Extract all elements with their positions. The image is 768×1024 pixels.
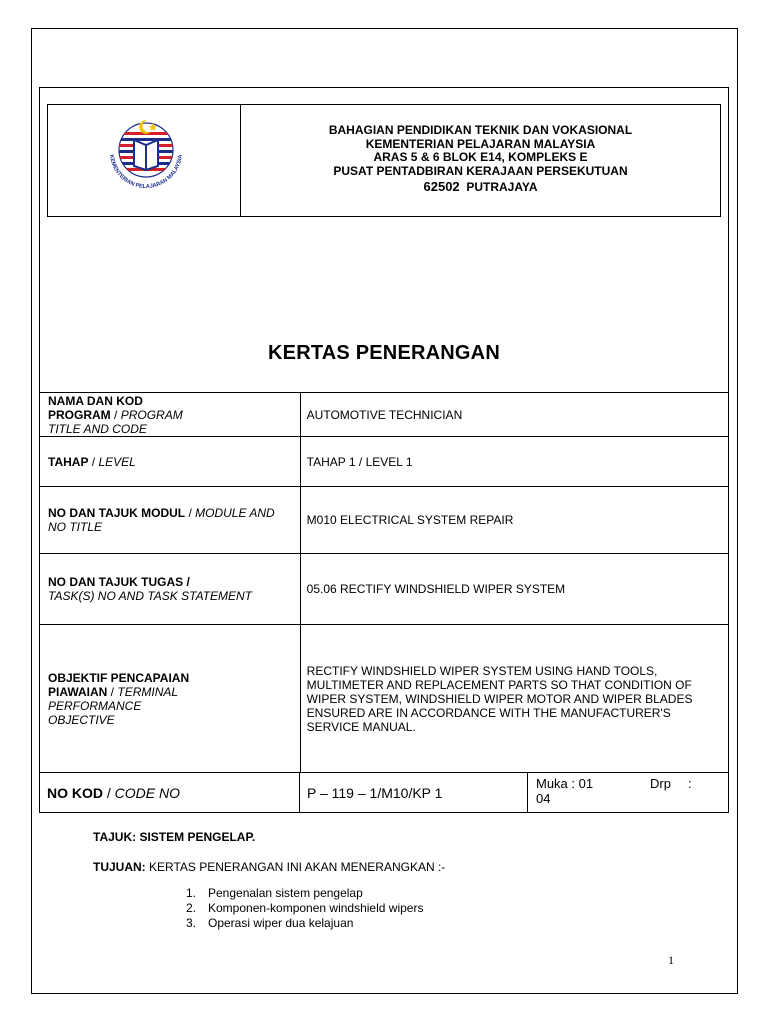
muka-label: Muka : 01 — [536, 776, 594, 791]
drp-label: Drp — [650, 776, 671, 791]
letterhead — [47, 104, 721, 217]
label-text-en: PERFORMANCE — [48, 698, 142, 713]
list-text: Pengenalan sistem pengelap — [208, 886, 363, 900]
postcode: 62502 — [423, 179, 460, 194]
topic-heading — [93, 830, 255, 844]
list-item — [186, 886, 423, 901]
list-item — [186, 901, 423, 916]
label-text-en: CODE NO — [114, 785, 181, 801]
page-count-cell — [528, 772, 729, 813]
task-value: 05.06 RECTIFY WINDSHIELD WIPER SYSTEM — [300, 554, 728, 625]
table-row-module — [40, 487, 729, 554]
list-number: 2. — [186, 901, 197, 915]
address-line-postcode — [241, 179, 720, 195]
label-text: NAMA DAN KOD — [48, 393, 143, 408]
address-line: ARAS 5 & 6 BLOK E14, KOMPLEKS E — [373, 150, 588, 164]
list-number: 1. — [186, 886, 197, 900]
module-label: NO DAN TAJUK MODUL / MODULE AND NO TITLE — [40, 487, 301, 554]
logo-cell — [48, 105, 241, 216]
topic-label: TAJUK: — [93, 830, 137, 844]
table-row-program — [40, 393, 729, 437]
objectives-list — [186, 886, 423, 931]
address-line: BAHAGIAN PENDIDIKAN TEKNIK DAN VOKASIONAL — [328, 123, 633, 137]
label-text-en: TASK(S) NO AND TASK STATEMENT — [48, 589, 253, 603]
level-label: TAHAP / LEVEL — [40, 437, 301, 487]
drp-value: 04 — [536, 791, 551, 806]
address-line: PUSAT PENTADBIRAN KERAJAAN PERSEKUTUAN — [333, 164, 628, 178]
list-number: 3. — [186, 916, 197, 930]
label-text: PIAWAIAN — [48, 684, 108, 699]
label-text: NO DAN TAJUK TUGAS — [48, 575, 184, 589]
objective-line: RECTIFY WINDSHIELD WIPER SYSTEM USING HAND TOOLS, — [306, 663, 658, 678]
list-item — [186, 916, 423, 931]
objective-line: SERVICE MANUAL. — [306, 719, 416, 734]
topic-value: SISTEM PENGELAP. — [139, 830, 256, 844]
label-text-en: PROGRAM — [120, 407, 183, 422]
address-line: KEMENTERIAN PELAJARAN MALAYSIA — [365, 137, 596, 151]
address-block — [241, 105, 720, 216]
level-value: TAHAP 1 / LEVEL 1 — [300, 437, 728, 487]
module-value: M010 ELECTRICAL SYSTEM REPAIR — [300, 487, 728, 554]
label-text-en: MODULE AND — [195, 506, 275, 520]
purpose-value: KERTAS PENERANGAN INI AKAN MENERANGKAN :- — [149, 860, 446, 874]
city: PUTRAJAYA — [466, 180, 538, 194]
document-title: KERTAS PENERANGAN — [268, 342, 500, 364]
objective-label: OBJEKTIF PENCAPAIAN PIAWAIAN / TERMINAL PERFORMANCE OBJECTIVE — [40, 625, 301, 773]
code-value: P – 119 – 1/M10/KP 1 — [307, 785, 443, 801]
label-text: NO DAN TAJUK MODUL — [48, 506, 186, 520]
ministry-logo — [101, 106, 191, 196]
label-text-en: TITLE AND CODE — [48, 421, 147, 436]
label-text: TAHAP — [48, 454, 89, 469]
objective-line: WIPER SYSTEM, WINDSHIELD WIPER MOTOR AND WIPER BLADES — [306, 691, 693, 706]
purpose-line — [93, 860, 445, 874]
program-info-table — [39, 392, 729, 773]
purpose-label: TUJUAN: — [93, 860, 146, 874]
program-value: AUTOMOTIVE TECHNICIAN — [300, 393, 728, 437]
objective-line: MULTIMETER AND REPLACEMENT PARTS SO THAT CONDITION OF — [306, 677, 692, 692]
logo-text: KEMENTERIAN PELAJARAN MALAYSIA — [108, 154, 184, 191]
task-label: NO DAN TAJUK TUGAS / TASK(S) NO AND TASK STATEMENT — [40, 554, 301, 625]
code-value-cell — [300, 772, 528, 813]
program-label: NAMA DAN KOD PROGRAM / PROGRAM TITLE AND CODE — [40, 393, 301, 437]
label-text-en: OBJECTIVE — [48, 712, 115, 727]
table-row-level — [40, 437, 729, 487]
code-label: NO KOD / CODE NO — [39, 772, 300, 813]
list-text: Operasi wiper dua kelajuan — [208, 916, 354, 930]
table-row-task — [40, 554, 729, 625]
label-text: NO KOD — [47, 785, 103, 801]
label-text-en: LEVEL — [98, 454, 136, 469]
table-row-objective — [40, 625, 729, 773]
page-number: 1 — [668, 953, 674, 967]
drp-colon: : — [688, 776, 692, 791]
objective-line: ENSURED ARE IN ACCORDANCE WITH THE MANUFACTURER'S — [306, 705, 671, 720]
label-text-en: NO TITLE — [48, 520, 103, 534]
label-text: OBJEKTIF PENCAPAIAN — [48, 670, 190, 685]
code-row — [39, 772, 729, 813]
objective-value — [300, 625, 728, 773]
label-text-en: TERMINAL — [117, 684, 179, 699]
label-text: PROGRAM — [48, 407, 111, 422]
list-text: Komponen-komponen windshield wipers — [208, 901, 424, 915]
